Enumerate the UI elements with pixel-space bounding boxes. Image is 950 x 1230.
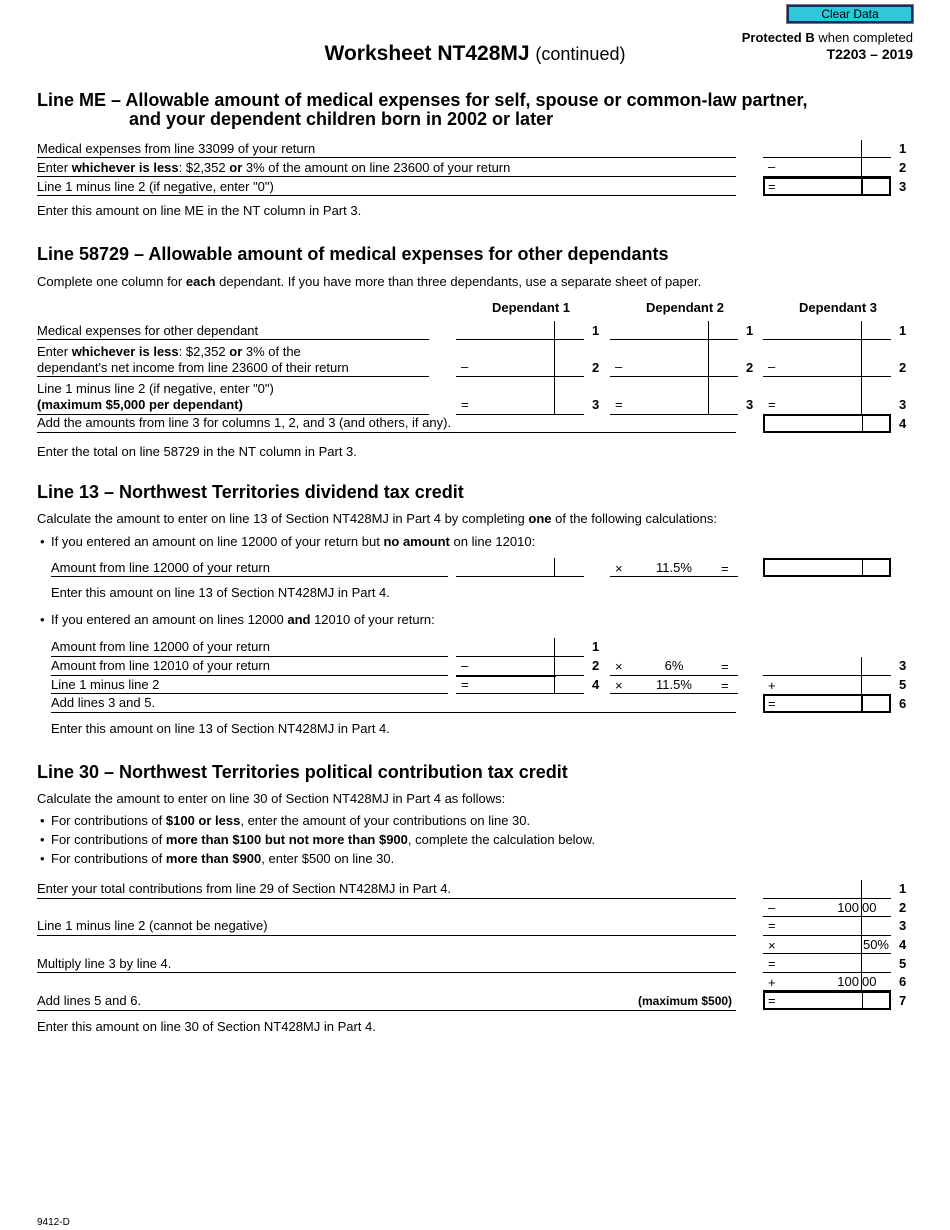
dep1-line-1: 1 xyxy=(592,323,600,338)
13b-rate1: 6% xyxy=(664,658,684,673)
30-line4-rate: 50% xyxy=(862,937,889,952)
times-sign: × xyxy=(615,678,623,693)
13b-rate2: 11.5% xyxy=(656,677,692,692)
58729-line-4: 4 xyxy=(899,416,907,431)
13a-rate: 11.5% xyxy=(656,560,692,575)
30-note: Enter this amount on line 30 of Section NT428MJ in Part 4. xyxy=(37,1019,376,1034)
30-bullet2: For contributions of more than $100 but not more than $900, complete the calculation below. xyxy=(51,832,596,847)
me-row2-label: Enter whichever is less: $2,352 or 3% of the amount on line 23600 of your return xyxy=(37,160,511,175)
plus-sign: + xyxy=(768,975,776,990)
bullet-icon: • xyxy=(40,851,45,866)
dep2-line-1: 1 xyxy=(746,323,754,338)
line-me-heading: Line ME – Allowable amount of medical expenses for self, spouse or common-law partner, xyxy=(37,90,808,110)
30-row7-label: Add lines 5 and 6. xyxy=(37,993,142,1008)
dep1-line-3: 3 xyxy=(592,397,600,412)
30-bullet3: For contributions of more than $900, enter $500 on line 30. xyxy=(51,851,395,866)
bullet-icon: • xyxy=(40,832,45,847)
minus-sign: – xyxy=(461,359,469,374)
plus-sign: + xyxy=(768,678,776,693)
13b-row4-label: Add lines 3 and 5. xyxy=(51,695,156,710)
13b-line-2: 2 xyxy=(592,658,600,673)
equals-sign: = xyxy=(768,993,776,1008)
30-line-6: 6 xyxy=(899,974,907,989)
dep3-line-3: 3 xyxy=(899,397,907,412)
clear-data-button[interactable]: Clear Data xyxy=(787,5,913,23)
protected-label: Protected B when completed xyxy=(741,30,913,45)
13b-line-4: 4 xyxy=(592,677,600,692)
30-row3-label: Line 1 minus line 2 (cannot be negative) xyxy=(37,918,268,933)
30-line-7: 7 xyxy=(899,993,907,1008)
dep3-line-1: 1 xyxy=(899,323,907,338)
me-row3-label: Line 1 minus line 2 (if negative, enter "0") xyxy=(37,179,274,194)
dep1-line-2: 2 xyxy=(592,360,600,375)
equals-sign: = xyxy=(615,397,623,412)
minus-sign: – xyxy=(461,658,469,673)
13b-line-6: 6 xyxy=(899,696,907,711)
equals-sign: = xyxy=(768,918,776,933)
13b-note: Enter this amount on line 13 of Section NT428MJ in Part 4. xyxy=(51,721,390,736)
13a-result-input[interactable] xyxy=(763,558,891,577)
13b-line-1: 1 xyxy=(592,639,600,654)
30-bullet1: For contributions of $100 or less, enter the amount of your contributions on line 30. xyxy=(51,813,531,828)
times-sign: × xyxy=(768,938,776,953)
30-row1-label: Enter your total contributions from line 29 of Section NT428MJ in Part 4. xyxy=(37,881,452,896)
dep2-line-2: 2 xyxy=(746,360,754,375)
13b-row2-label: Amount from line 12010 of your return xyxy=(51,658,270,673)
equals-sign: = xyxy=(768,956,776,971)
line-me-heading-cont: and your dependent children born in 2002 or later xyxy=(129,109,554,129)
me-note: Enter this amount on line ME in the NT column in Part 3. xyxy=(37,203,362,218)
minus-sign: – xyxy=(768,159,776,174)
13a-row1-label: Amount from line 12000 of your return xyxy=(51,560,270,575)
equals-sign: = xyxy=(721,561,729,576)
dependant-3-header: Dependant 3 xyxy=(798,300,877,315)
times-sign: × xyxy=(615,561,623,576)
dep3-line-2: 2 xyxy=(899,360,907,375)
30-line-5: 5 xyxy=(899,956,907,971)
58729-note: Enter the total on line 58729 in the NT column in Part 3. xyxy=(37,444,357,459)
13b-row3-label: Line 1 minus line 2 xyxy=(51,677,160,692)
minus-sign: – xyxy=(768,900,776,915)
me-row1-label: Medical expenses from line 33099 of your return xyxy=(37,141,316,156)
form-code: 9412-D xyxy=(37,1217,70,1228)
58729-row1-label: Medical expenses for other dependant xyxy=(37,323,259,338)
13-bullet1: If you entered an amount on line 12000 of your return but no amount on line 12010: xyxy=(51,534,536,549)
58729-row3-label-cont: (maximum $5,000 per dependant) xyxy=(37,397,243,412)
dependant-1-header: Dependant 1 xyxy=(491,300,570,315)
58729-row4-label: Add the amounts from line 3 for columns 1, 2, and 3 (and others, if any). xyxy=(37,415,452,430)
13b-row1-label: Amount from line 12000 of your return xyxy=(51,639,270,654)
58729-row3-label: Line 1 minus line 2 (if negative, enter "0") xyxy=(37,381,274,396)
line-58729-heading: Line 58729 – Allowable amount of medical expenses for other dependants xyxy=(37,244,669,264)
58729-total-input[interactable] xyxy=(763,414,891,433)
58729-intro: Complete one column for each dependant. If you have more than three dependants, use a separate sheet of paper. xyxy=(37,274,702,289)
line-30-heading: Line 30 – Northwest Territories political contribution tax credit xyxy=(37,762,568,782)
30-line2-dollars: 100 xyxy=(837,900,859,915)
equals-sign: = xyxy=(721,678,729,693)
58729-row2-label-cont: dependant's net income from line 23600 of their return xyxy=(37,360,349,375)
line-13-heading: Line 13 – Northwest Territories dividend tax credit xyxy=(37,482,464,502)
30-line-3: 3 xyxy=(899,918,907,933)
bullet-icon: • xyxy=(40,534,45,549)
equals-sign: = xyxy=(768,397,776,412)
bullet-icon: • xyxy=(40,612,45,627)
30-max-note: (maximum $500) xyxy=(638,994,733,1008)
30-line-2: 2 xyxy=(899,900,907,915)
equals-sign: = xyxy=(768,179,776,194)
13b-line-5: 5 xyxy=(899,677,907,692)
minus-sign: – xyxy=(768,359,776,374)
30-line6-dollars: 100 xyxy=(837,974,859,989)
equals-sign: = xyxy=(721,659,729,674)
30-line6-cents: 00 xyxy=(862,974,877,989)
30-intro: Calculate the amount to enter on line 30 of Section NT428MJ in Part 4 as follows: xyxy=(37,791,506,806)
13b-line-3: 3 xyxy=(899,658,907,673)
30-line-1: 1 xyxy=(899,881,907,896)
form-number: T2203 – 2019 xyxy=(826,46,913,62)
13-intro: Calculate the amount to enter on line 13 of Section NT428MJ in Part 4 by completing one of the following calculations: xyxy=(37,511,717,526)
30-result-input[interactable] xyxy=(763,991,891,1010)
30-line-4: 4 xyxy=(899,937,907,952)
equals-sign: = xyxy=(461,677,469,692)
me-line-3: 3 xyxy=(899,179,907,194)
dependant-2-header: Dependant 2 xyxy=(645,300,724,315)
minus-sign: – xyxy=(615,359,623,374)
dep2-line-3: 3 xyxy=(746,397,754,412)
equals-sign: = xyxy=(461,397,469,412)
me-line-1: 1 xyxy=(899,141,907,156)
13a-note: Enter this amount on line 13 of Section NT428MJ in Part 4. xyxy=(51,585,390,600)
bullet-icon: • xyxy=(40,813,45,828)
30-line2-cents: 00 xyxy=(862,900,877,915)
13b-result-input[interactable] xyxy=(763,694,891,713)
me-line3-input[interactable] xyxy=(763,177,891,196)
30-row5-label: Multiply line 3 by line 4. xyxy=(37,956,172,971)
13-bullet2: If you entered an amount on lines 12000 and 12010 of your return: xyxy=(51,612,435,627)
58729-row2-label: Enter whichever is less: $2,352 or 3% of the xyxy=(37,344,301,359)
equals-sign: = xyxy=(768,696,776,711)
page-title: Worksheet NT428MJ (continued) xyxy=(324,42,626,65)
me-line-2: 2 xyxy=(899,160,907,175)
times-sign: × xyxy=(615,659,623,674)
